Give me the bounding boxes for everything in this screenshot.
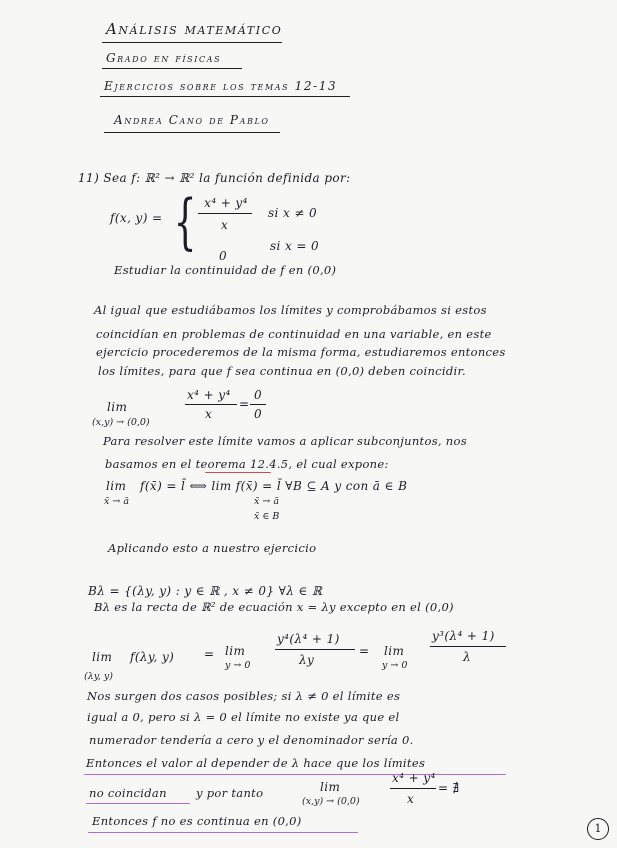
conclusion1-highlight-1 <box>84 774 506 775</box>
limit1-numerator: x⁴ + y⁴ <box>187 388 231 402</box>
author-underline <box>104 132 280 133</box>
limit2-fraction-line-1 <box>275 649 355 650</box>
paragraph2-line1: Para resolver este límite vamos a aplicar subconjuntos, nos <box>103 434 467 448</box>
exercise-task: Estudiar la continuidad de f en (0,0) <box>114 263 337 277</box>
paragraph1-line2: coincidían en problemas de continuidad en una variable, en este <box>96 327 492 341</box>
case1-denominator: x <box>221 218 229 232</box>
limit2-function: f(λy, y) <box>130 650 175 664</box>
limit1-result-num: 0 <box>254 388 263 402</box>
author-name: Andrea Cano de Pablo <box>114 113 270 127</box>
case1-fraction-line <box>198 213 252 214</box>
limit1-denominator: x <box>205 407 213 421</box>
limit2-lim-c: lim <box>384 644 405 658</box>
conclusion1-fraction-line <box>390 788 436 789</box>
limit2-sub-c: y → 0 <box>382 660 408 671</box>
case2-value: 0 <box>219 249 228 263</box>
limit2-den2: λ <box>463 650 472 664</box>
conclusion1-line2b: y por tanto <box>196 786 264 800</box>
paragraph3-line1: Nos surgen dos casos posibles; si λ ≠ 0 el límite es <box>87 689 401 703</box>
paragraph3-line2: igual a 0, pero si λ = 0 el límite no existe ya que el <box>87 710 400 724</box>
paragraph1-line4: los límites, para que f sea continua en (0,0) deben coincidir. <box>98 364 466 378</box>
conclusion1-highlight-2 <box>86 803 190 804</box>
theorem-right-sub1: x̄ → ā <box>254 496 280 507</box>
limit2-equals-1: = <box>204 647 215 661</box>
conclusion1-sub: (x,y) → (0,0) <box>302 796 360 807</box>
set-description: Bλ es la recta de ℝ² de ecuación x = λy excepto en el (0,0) <box>94 600 454 614</box>
case1-fraction <box>196 196 256 210</box>
piecewise-brace: { <box>173 187 197 257</box>
limit1-equals: = <box>239 397 250 411</box>
subject-underline <box>102 42 282 43</box>
limit1-result-den: 0 <box>254 407 263 421</box>
subject-title: Análisis matemático <box>106 20 283 38</box>
degree-title: Grado en físicas <box>106 51 222 65</box>
theorem-left-sub: x̄ → ā <box>104 496 130 507</box>
topic-title: Ejercicios sobre los temas 12-13 <box>104 79 338 93</box>
set-definition: Bλ = {(λy, y) : y ∈ ℝ , x ≠ 0} ∀λ ∈ ℝ <box>88 584 323 598</box>
paragraph3-line3: numerador tendería a cero y el denominador sería 0. <box>89 733 414 747</box>
limit2-num2: y³(λ⁴ + 1) <box>432 629 495 643</box>
paragraph1-line1: Al igual que estudiábamos los límites y comprobábamos si estos <box>94 303 487 317</box>
case2-condition: si x = 0 <box>270 239 320 253</box>
conclusion1-line1: Entonces el valor al depender de λ hace que los límites <box>86 756 426 770</box>
theorem-highlight <box>205 472 271 473</box>
limit1-lim: lim <box>107 400 128 414</box>
conclusion1-den: x <box>407 792 415 806</box>
conclusion1-lim: lim <box>320 780 341 794</box>
limit2-sub-b: y → 0 <box>225 660 251 671</box>
limit2-num1: y⁴(λ⁴ + 1) <box>277 632 340 646</box>
apply-text: Aplicando esto a nuestro ejercicio <box>108 541 317 555</box>
limit2-equals-2: = <box>359 644 370 658</box>
function-label: f(x, y) = <box>110 211 163 225</box>
limit2-lim-b: lim <box>225 644 246 658</box>
limit2-den1: λy <box>299 653 315 667</box>
topic-underline <box>100 96 350 97</box>
theorem-statement: f(x̄) = l̄ ⟺ lim f(x̄) = l̄ ∀B ⊆ A y con ā ∈ B <box>140 479 408 493</box>
theorem-left-lim: lim <box>106 479 127 493</box>
conclusion1-result: = ∄ <box>438 781 460 795</box>
paragraph2-line2: basamos en el teorema 12.4.5, el cual expone: <box>105 457 389 471</box>
exercise-intro: 11) Sea f: ℝ² → ℝ² la función definida por: <box>78 171 351 185</box>
conclusion2-highlight <box>88 832 358 833</box>
case1-condition: si x ≠ 0 <box>268 206 318 220</box>
limit2-fraction-line-2 <box>430 646 506 647</box>
theorem-right-sub2: x̄ ∈ B <box>254 511 280 522</box>
limit2-lim-a: lim <box>92 650 113 664</box>
limit1-result-line <box>250 404 266 405</box>
paragraph1-line3: ejercicio procederemos de la misma forma, estudiaremos entonces <box>96 345 506 359</box>
degree-underline <box>102 68 242 69</box>
limit1-sub: (x,y) → (0,0) <box>92 417 150 428</box>
page-number: 1 <box>587 818 609 840</box>
case1-numerator: x⁴ + y⁴ <box>204 196 248 210</box>
limit2-sub-a: (λy, y) <box>84 671 113 682</box>
limit1-fraction-line <box>185 404 237 405</box>
conclusion2: Entonces f no es continua en (0,0) <box>92 814 302 828</box>
conclusion1-num: x⁴ + y⁴ <box>392 771 436 785</box>
conclusion1-line2a: no coincidan <box>89 786 167 800</box>
